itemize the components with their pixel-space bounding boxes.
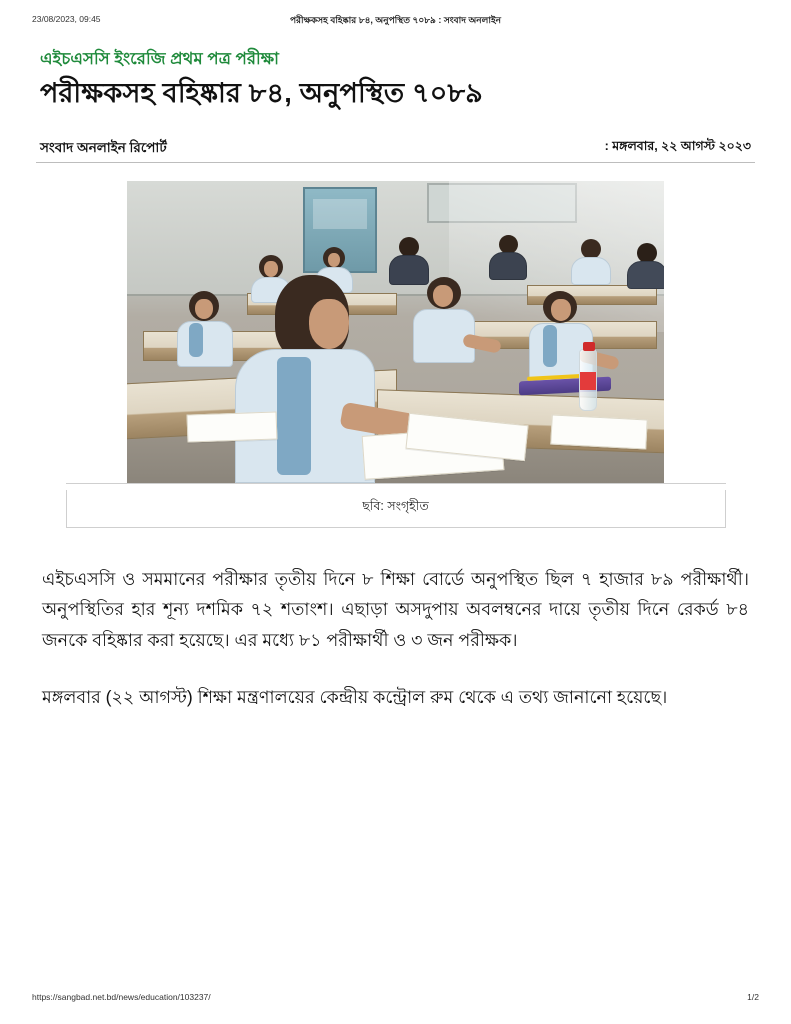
- print-footer: [32, 992, 759, 1006]
- photo-water-bottle: [579, 349, 597, 411]
- photo-student-scarf: [189, 323, 203, 357]
- photo-student-head: [581, 239, 601, 259]
- photo-bottle-label: [580, 372, 596, 390]
- byline-row: [36, 137, 755, 163]
- photo-student-face: [433, 285, 453, 307]
- photo-student-scarf: [543, 325, 557, 367]
- print-header: [0, 14, 791, 28]
- article-byline: সংবাদ অনলাইন রিপোর্ট: [40, 139, 167, 155]
- photo-paper-right: [550, 414, 647, 449]
- photo-student-face: [195, 299, 213, 319]
- article-dateline: : মঙ্গলবার, ২২ আগস্ট ২০২৩: [604, 138, 751, 153]
- print-footer-url[interactable]: https://sangbad.net.bd/news/education/103237/: [32, 992, 211, 1002]
- photo-student-uniform: [627, 261, 664, 289]
- photo-student-uniform: [177, 321, 233, 367]
- photo-student-face: [328, 253, 340, 267]
- article-paragraph-1: এইচএসসি ও সমমানের পরীক্ষার তৃতীয় দিনে ৮ শিক্ষা বোর্ডে অনুপস্থিত ছিল ৭ হাজার ৮৯ পরীক্ষার্থী। অনুপস্থিতির হার শূন্য দশমিক ৭২ শতাংশ। এছাড়া অসদুপায় অবলম্বনের দায়ে তৃতীয় দিনে রেকর্ড ৮৪ জনকে বহিষ্কার করা হয়েছে। এর মধ্যে ৮১ পরীক্ষার্থী ও ৩ জন পরীক্ষক।: [42, 568, 749, 650]
- photo-student-scarf: [277, 357, 311, 475]
- photo-paper-left: [187, 411, 278, 442]
- print-timestamp: 23/08/2023, 09:45: [32, 14, 101, 24]
- photo-student-uniform: [571, 257, 611, 285]
- photo-caption: ছবি: সংগৃহীত: [66, 490, 726, 528]
- article-photo: [127, 181, 664, 483]
- photo-student-head: [637, 243, 657, 263]
- article-figure: [36, 181, 755, 528]
- article-content: [36, 38, 755, 964]
- photo-student-face: [551, 299, 571, 321]
- print-document-title: পরীক্ষকসহ বহিষ্কার ৮৪, অনুপস্থিত ৭০৮৯ : সংবাদ অনলাইন: [289, 15, 502, 25]
- article-paragraph-2: মঙ্গলবার (২২ আগস্ট) শিক্ষা মন্ত্রণালয়ের কেন্দ্রীয় কন্ট্রোল রুম থেকে এ তথ্য জানানো হয়েছে।: [42, 686, 668, 707]
- article-kicker: এইচএসসি ইংরেজি প্রথম পত্র পরীক্ষা: [40, 50, 280, 68]
- photo-student-head: [399, 237, 419, 257]
- photo-caption-wrap: [66, 483, 726, 528]
- photo-student-head: [499, 235, 518, 254]
- photo-student-uniform: [389, 255, 429, 285]
- photo-student-face: [309, 299, 349, 349]
- page-title: পরীক্ষকসহ বহিষ্কার ৮৪, অনুপস্থিত ৭০৮৯: [40, 78, 483, 108]
- photo-student-uniform: [489, 252, 527, 280]
- photo-student-face: [264, 261, 278, 277]
- print-footer-page-number: 1/2: [747, 992, 759, 1002]
